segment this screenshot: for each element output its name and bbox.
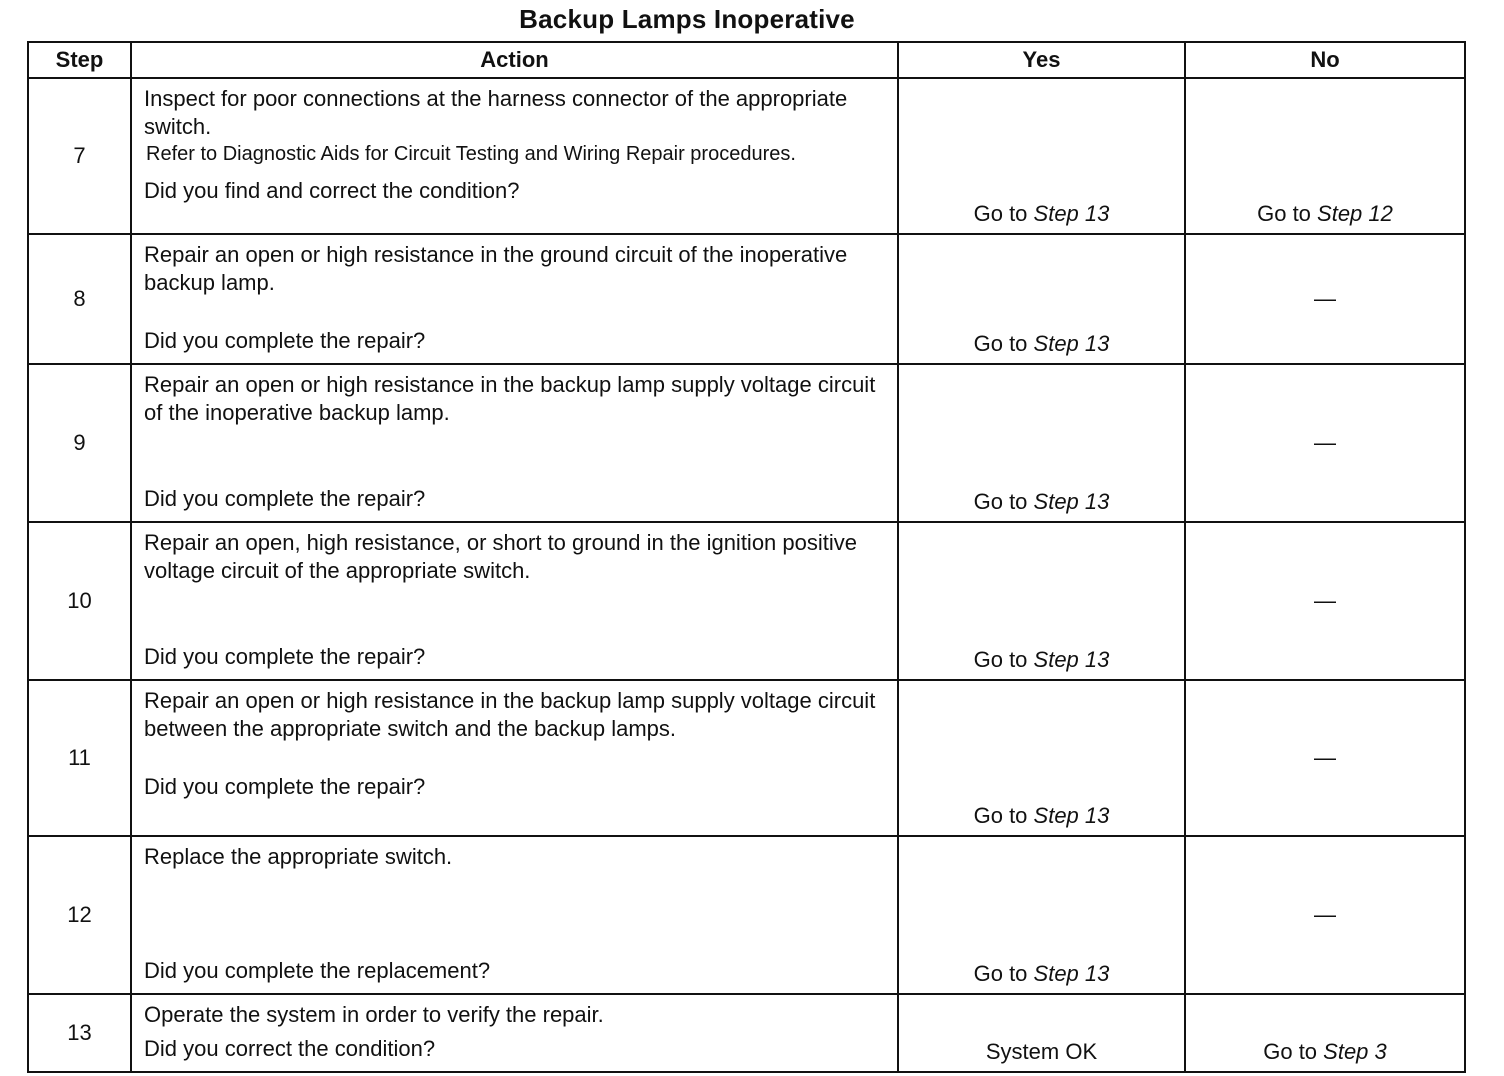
header-action: Action — [131, 42, 898, 78]
yes-cell — [898, 234, 1185, 364]
step-number: 8 — [28, 234, 131, 364]
action-question: Did you complete the repair? — [144, 328, 426, 353]
yes-prefix: Go to — [973, 803, 1034, 828]
yes-cell: System OK — [898, 994, 1185, 1072]
step-number: 10 — [28, 522, 131, 680]
step-number: 7 — [28, 78, 131, 234]
action-cell — [131, 994, 898, 1072]
step-number: 9 — [28, 364, 131, 522]
table-row — [28, 680, 1465, 836]
step-number: 13 — [28, 994, 131, 1072]
action-text: Operate the system in order to verify the repair. — [144, 1002, 604, 1027]
no-prefix: Go to — [1263, 1039, 1324, 1064]
yes-step-ref: Step 13 — [1033, 803, 1110, 828]
yes-step-ref: Step 13 — [1033, 961, 1110, 986]
action-question: Did you find and correct the condition? — [144, 178, 520, 203]
no-cell: — — [1185, 522, 1465, 680]
yes-prefix: Go to — [973, 201, 1034, 226]
no-cell: — — [1185, 836, 1465, 994]
yes-cell — [898, 680, 1185, 836]
action-cell — [131, 78, 898, 234]
no-cell: — — [1185, 680, 1465, 836]
yes-cell — [898, 78, 1185, 234]
no-cell: — — [1185, 234, 1465, 364]
yes-prefix: Go to — [973, 961, 1034, 986]
header-no: No — [1185, 42, 1465, 78]
action-text: Repair an open or high resistance in the backup lamp supply voltage circuit between the appropriate switch and the backup lamps. — [144, 688, 876, 741]
header-yes: Yes — [898, 42, 1185, 78]
no-cell: — — [1185, 364, 1465, 522]
action-text: Repair an open, high resistance, or short to ground in the ignition positive voltage circuit of the appropriate switch. — [144, 530, 857, 583]
action-question: Did you complete the repair? — [144, 644, 426, 669]
no-prefix: Go to — [1257, 201, 1318, 226]
action-question: Did you correct the condition? — [144, 1036, 436, 1061]
yes-cell — [898, 364, 1185, 522]
action-cell — [131, 680, 898, 836]
header-row — [28, 42, 1465, 78]
action-cell — [131, 364, 898, 522]
no-step-ref: Step 3 — [1323, 1039, 1387, 1064]
table-row — [28, 364, 1465, 522]
yes-step-ref: Step 13 — [1033, 201, 1110, 226]
page-title: Backup Lamps Inoperative — [519, 4, 855, 34]
step-number: 12 — [28, 836, 131, 994]
action-text: Repair an open or high resistance in the backup lamp supply voltage circuit of the inoperative backup lamp. — [144, 372, 876, 425]
yes-cell — [898, 522, 1185, 680]
yes-prefix: Go to — [973, 331, 1034, 356]
action-cell — [131, 234, 898, 364]
action-text: Repair an open or high resistance in the ground circuit of the inoperative backup lamp. — [144, 242, 848, 295]
no-cell — [1185, 78, 1465, 234]
yes-step-ref: Step 13 — [1033, 647, 1110, 672]
table-row — [28, 78, 1465, 234]
table-row — [28, 522, 1465, 680]
yes-prefix: Go to — [973, 647, 1034, 672]
yes-cell — [898, 836, 1185, 994]
table-row — [28, 994, 1465, 1072]
action-note: Refer to Diagnostic Aids for Circuit Testing and Wiring Repair procedures. — [146, 143, 796, 165]
diagnostic-table — [27, 41, 1466, 1073]
no-step-ref: Step 12 — [1317, 201, 1393, 226]
table-row — [28, 234, 1465, 364]
yes-step-ref: Step 13 — [1033, 489, 1110, 514]
table-row — [28, 836, 1465, 994]
action-cell — [131, 836, 898, 994]
step-number: 11 — [28, 680, 131, 836]
header-step: Step — [28, 42, 131, 78]
action-cell — [131, 522, 898, 680]
action-question: Did you complete the replacement? — [144, 958, 491, 983]
action-text: Replace the appropriate switch. — [144, 844, 453, 869]
yes-prefix: Go to — [973, 489, 1034, 514]
action-text: Inspect for poor connections at the harness connector of the appropriate switch. — [144, 86, 848, 139]
no-cell — [1185, 994, 1465, 1072]
yes-step-ref: Step 13 — [1033, 331, 1110, 356]
action-question: Did you complete the repair? — [144, 774, 426, 799]
action-question: Did you complete the repair? — [144, 486, 426, 511]
